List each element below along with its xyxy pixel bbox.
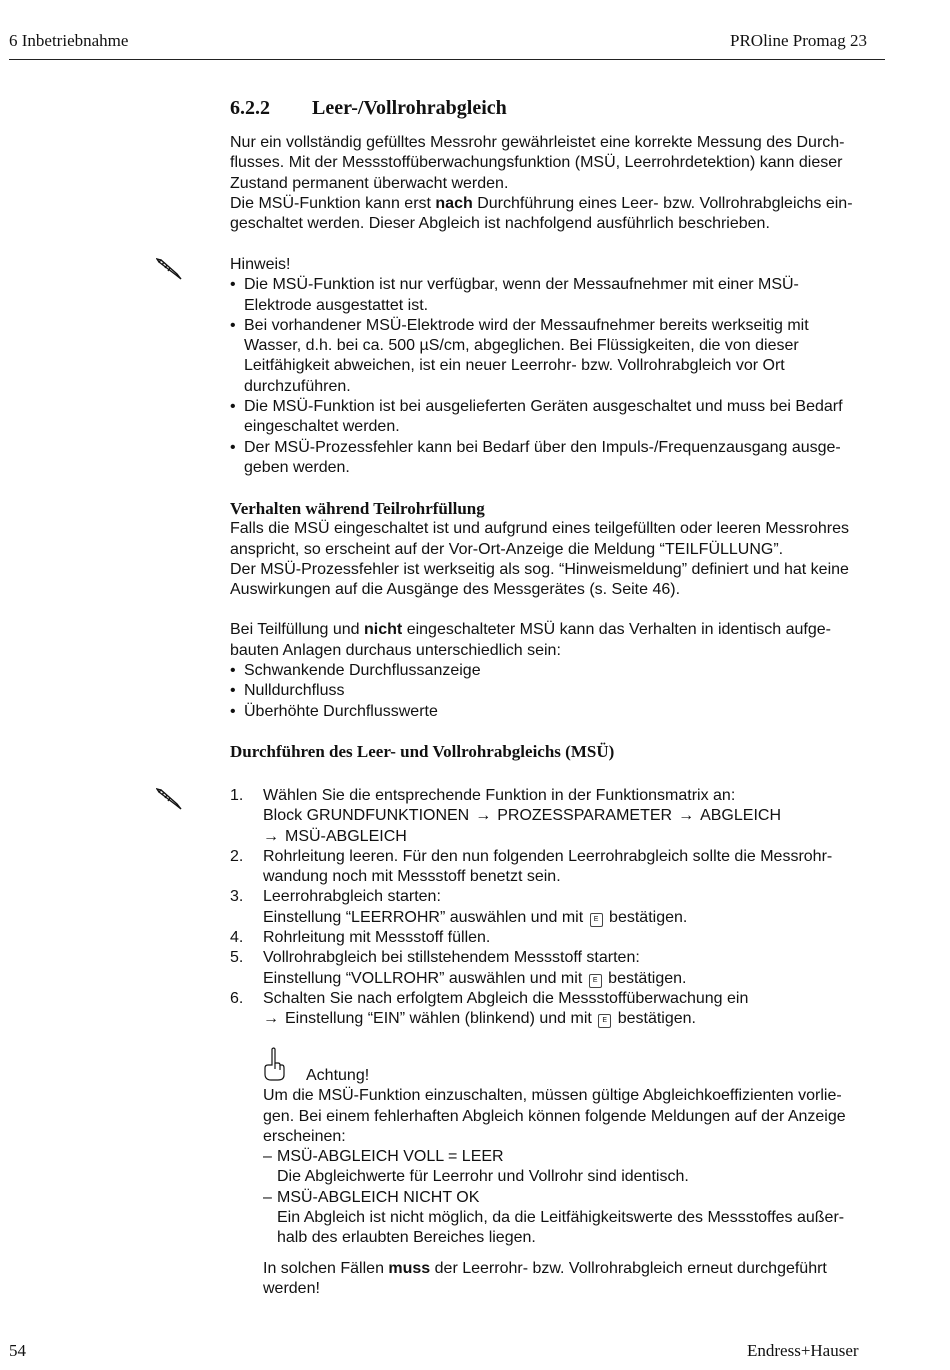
caution-line: erscheinen: <box>263 1127 346 1145</box>
caution-emphasis: muss <box>388 1259 431 1277</box>
intro-line <box>230 194 890 214</box>
step-line <box>263 827 890 847</box>
caution-title: Achtung! <box>306 1067 370 1084</box>
caution-text: In solchen Fällen <box>263 1259 389 1277</box>
step-line: Rohrleitung mit Messstoff füllen. <box>263 929 491 947</box>
intro-line: flusses. Mit der Messstoffüberwachungsfunktion (MSÜ, Leerrohrdetektion) kann dieser <box>230 154 843 172</box>
menu-path: MSÜ-ABGLEICH <box>285 827 407 845</box>
running-header-product: PROline Promag 23 <box>730 31 867 50</box>
note-list <box>230 275 890 478</box>
list-item <box>230 438 890 479</box>
list-item: • Überhöhte Durchflusswerte <box>230 702 890 722</box>
intro-paragraph <box>230 133 890 234</box>
header-rule <box>9 59 885 60</box>
menu-path: Block GRUNDFUNKTIONEN <box>263 807 470 825</box>
list-item <box>230 275 890 316</box>
step-number: 2. <box>230 847 244 865</box>
step-line <box>263 969 890 989</box>
paragraph-line: bauten Anlagen durchaus unterschiedlich sein: <box>230 641 561 659</box>
error-description: Ein Abgleich ist nicht möglich, da die Leitfähigkeitswerte des Messstoffes außer- <box>277 1209 845 1227</box>
enter-key-icon: E <box>589 974 602 988</box>
step-line: Rohrleitung leeren. Für den nun folgenden Leerrohrabgleich sollte die Messrohr- <box>263 847 833 865</box>
paragraph-line: anspricht, so erscheint auf der Vor-Ort-Anzeige die Meldung “TEILFÜLLUNG”. <box>230 540 784 558</box>
intro-line: Zustand permanent überwacht werden. <box>230 174 509 192</box>
spacer <box>230 600 890 620</box>
paragraph-line <box>230 620 890 640</box>
dash-marker: – <box>263 1148 272 1166</box>
caution-line: gen. Bei einem fehlerhaften Abgleich können folgende Meldungen auf der Anzeige <box>263 1107 846 1125</box>
paragraph-text: Bei Teilfüllung und <box>230 621 365 639</box>
list-item-line: eingeschaltet werden. <box>244 418 400 436</box>
arrow-right-icon: → <box>263 827 279 845</box>
step-text: Einstellung “LEERROHR” auswählen und mit <box>263 908 584 926</box>
caution-line <box>263 1259 888 1279</box>
step-4 <box>230 928 890 948</box>
step-line: Vollrohrabgleich bei stillstehendem Messstoff starten: <box>263 949 640 967</box>
paragraph-line: Der MSÜ-Prozessfehler ist werkseitig als sog. “Hinweismeldung” definiert und hat keine <box>230 560 849 578</box>
caution-block <box>263 1047 888 1299</box>
list-item-line: • Die MSÜ-Funktion ist bei ausgelieferten Geräten ausgeschaltet und muss bei Bedarf <box>244 398 843 416</box>
intro-line: geschaltet werden. Dieser Abgleich ist nachfolgend ausführlich beschrieben. <box>230 215 770 233</box>
error-message-item <box>263 1188 888 1249</box>
arrow-right-icon: → <box>475 807 492 825</box>
paragraph-emphasis: nicht <box>364 621 403 639</box>
note-pencil-icon <box>156 258 186 284</box>
paragraph-line: Auswirkungen auf die Ausgänge des Messgerätes (s. Seite 46). <box>230 581 681 599</box>
note-title: Hinweis! <box>230 256 291 273</box>
step-text: Einstellung “EIN” wählen (blinkend) und mit <box>285 1010 592 1028</box>
paragraph-line: Falls die MSÜ eingeschaltet ist und aufgrund eines teilgefüllten oder leeren Messrohres <box>230 520 850 538</box>
list-item-line: • Der MSÜ-Prozessfehler kann bei Bedarf über den Impuls-/Frequenzausgang ausge- <box>244 438 841 456</box>
list-item-line: Wasser, d.h. bei ca. 500 µS/cm, abgeglichen. Bei Flüssigkeiten, die von dieser <box>244 337 799 355</box>
caution-line: Um die MSÜ-Funktion einzuschalten, müssen gültige Abgleichkoeffizienten vorlie- <box>263 1087 842 1105</box>
step-text: bestätigen. <box>617 1010 696 1028</box>
note-block <box>230 255 890 478</box>
list-item-line: geben werden. <box>244 458 350 476</box>
note-pencil-icon <box>156 788 186 814</box>
step-line <box>263 908 890 928</box>
error-description: Die Abgleichwerte für Leerrohr und Vollrohr sind identisch. <box>277 1168 689 1186</box>
list-item <box>230 316 890 397</box>
menu-path: ABGLEICH <box>700 807 781 825</box>
step-text: bestätigen. <box>609 908 688 926</box>
caution-text: der Leerrohr- bzw. Vollrohrabgleich erneut durchgeführt <box>430 1259 827 1277</box>
step-line <box>263 1009 890 1029</box>
error-description: halb des erlaubten Bereiches liegen. <box>277 1229 536 1247</box>
list-item-line: • Bei vorhandener MSÜ-Elektrode wird der Messaufnehmer bereits werkseitig mit <box>244 316 809 334</box>
step-line: wandung noch mit Messstoff benetzt sein. <box>263 868 561 886</box>
dash-marker: – <box>263 1188 272 1206</box>
section-heading <box>230 97 890 120</box>
procedure-heading: Durchführen des Leer- und Vollrohrabgleichs (MSÜ) <box>230 742 615 761</box>
arrow-right-icon: → <box>263 1010 279 1028</box>
step-number: 1. <box>230 787 244 804</box>
list-item: • Schwankende Durchflussanzeige <box>230 661 890 681</box>
subheading: Verhalten während Teilrohrfüllung <box>230 499 485 518</box>
step-number: 4. <box>230 929 244 947</box>
error-message-item <box>263 1147 888 1188</box>
list-item-line: Leitfähigkeit abweichen, ist ein neuer Leerrohr- bzw. Vollrohrabgleich vor Ort <box>244 357 785 375</box>
list-item <box>230 397 890 438</box>
intro-text: Die MSÜ-Funktion kann erst <box>230 194 436 212</box>
intro-text: Durchführung eines Leer- bzw. Vollrohrabgleichs ein- <box>472 194 853 212</box>
step-line: Wählen Sie die entsprechende Funktion in der Funktionsmatrix an: <box>263 787 736 804</box>
paragraph-text: eingeschalteter MSÜ kann das Verhalten in identisch aufge- <box>402 621 831 639</box>
step-6 <box>230 989 890 1030</box>
step-2 <box>230 847 890 888</box>
step-number: 5. <box>230 949 244 967</box>
step-text: Einstellung “VOLLROHR” auswählen und mit <box>263 969 583 987</box>
procedure-steps <box>230 786 890 1030</box>
section-number: 6.2.2 <box>230 97 270 119</box>
partial-filling-section <box>230 499 890 722</box>
error-message: MSÜ-ABGLEICH NICHT OK <box>277 1188 480 1206</box>
intro-line: Nur ein vollständig gefülltes Messrohr gewährleistet eine korrekte Messung des Durch- <box>230 134 845 151</box>
enter-key-icon: E <box>590 913 603 927</box>
list-item: • Nulldurchfluss <box>230 681 890 701</box>
list-item-line: durchzuführen. <box>244 377 351 395</box>
step-number: 6. <box>230 989 244 1007</box>
error-message: MSÜ-ABGLEICH VOLL = LEER <box>277 1148 504 1166</box>
page-number: 54 <box>9 1341 26 1360</box>
step-line <box>263 806 890 826</box>
section-title: Leer-/Vollrohrabgleich <box>312 97 507 119</box>
behaviour-list <box>230 661 890 722</box>
list-item-line: • Die MSÜ-Funktion ist nur verfügbar, wenn der Messaufnehmer mit einer MSÜ- <box>244 276 799 294</box>
intro-emphasis: nach <box>435 194 473 212</box>
step-text: bestätigen. <box>608 969 687 987</box>
enter-key-icon: E <box>598 1014 611 1028</box>
running-header-chapter: 6 Inbetriebnahme <box>9 31 129 50</box>
list-item-line: Elektrode ausgestattet ist. <box>244 296 429 314</box>
step-line: Schalten Sie nach erfolgtem Abgleich die Messstoffüberwachung ein <box>263 989 749 1007</box>
step-number: 3. <box>230 888 244 906</box>
spacer <box>263 1249 888 1259</box>
step-line: Leerrohrabgleich starten: <box>263 888 441 906</box>
step-5 <box>230 948 890 989</box>
step-3 <box>230 887 890 928</box>
step-1 <box>230 786 890 847</box>
arrow-right-icon: → <box>678 807 695 825</box>
caution-line: werden! <box>263 1279 320 1297</box>
menu-path: PROZESSPARAMETER <box>497 807 673 825</box>
brand-name: Endress+Hauser <box>747 1341 859 1360</box>
